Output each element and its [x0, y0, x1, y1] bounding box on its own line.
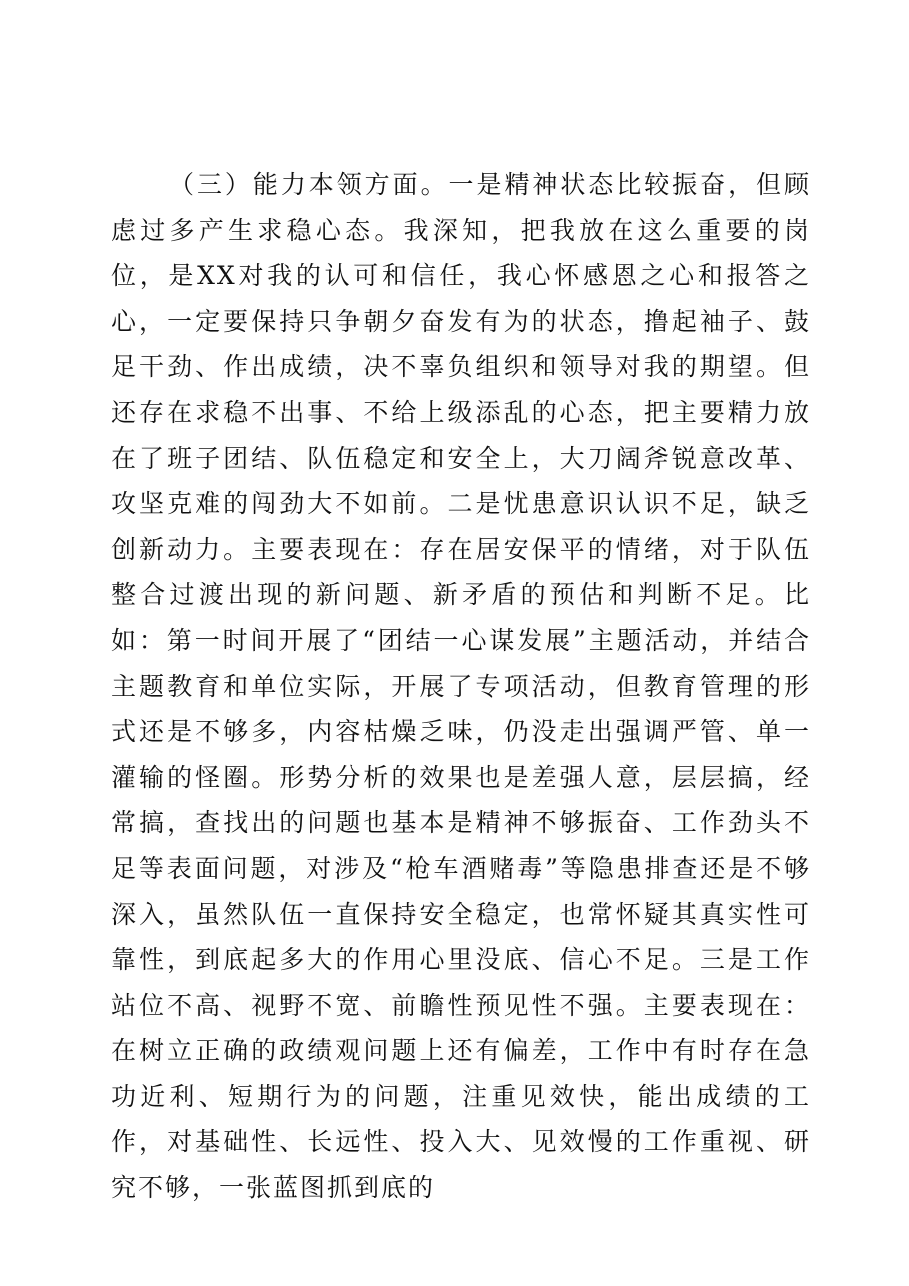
- body-paragraph: （三）能力本领方面。一是精神状态比较振奋，但顾虑过多产生求稳心态。我深知，把我放在这么重要的岗位，是XX对我的认可和信任，我心怀感恩之心和报答之心，一定要保持只争朝夕奋发有为的状态，撸起袖子、鼓足干劲、作出成绩，决不辜负组织和领导对我的期望。但还存在求稳不出事、不给上级添乱的心态，把主要精力放在了班子团结、队伍稳定和安全上，大刀阔斧锐意改革、攻坚克难的闯劲大不如前。二是忧患意识认识不足，缺乏创新动力。主要表现在：存在居安保平的情绪，对于队伍整合过渡出现的新问题、新矛盾的预估和判断不足。比如：第一时间开展了“团结一心谋发展”主题活动，并结合主题教育和单位实际，开展了专项活动，但教育管理的形式还是不够多，内容枯燥乏味，仍没走出强调严管、单一灌输的怪圈。形势分析的效果也是差强人意，层层搞，经常搞，查找出的问题也基本是精神不够振奋、工作劲头不足等表面问题，对涉及“枪车酒赌毒”等隐患排查还是不够深入，虽然队伍一直保持安全稳定，也常怀疑其真实性可靠性，到底起多大的作用心里没底、信心不足。三是工作站位不高、视野不宽、前瞻性预见性不强。主要表现在：在树立正确的政绩观问题上还有偏差，工作中有时存在急功近利、短期行为的问题，注重见效快，能出成绩的工作，对基础性、长远性、投入大、见效慢的工作重视、研究不够，一张蓝图抓到底的: [111, 170, 811, 1203]
